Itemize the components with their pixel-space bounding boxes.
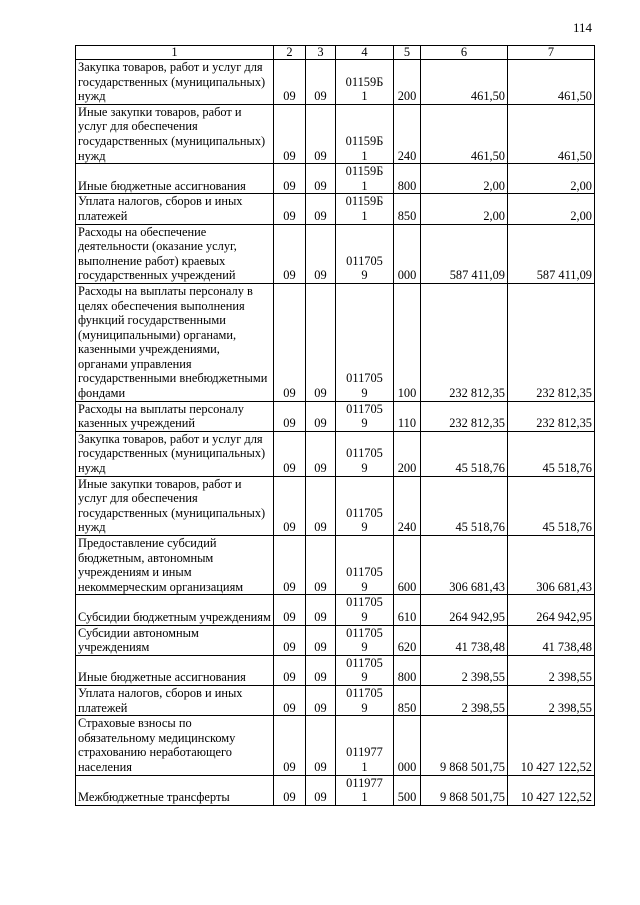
amount-col7-cell: 2,00 (508, 194, 595, 224)
subsection-code-cell: 09 (306, 595, 336, 625)
expense-name-cell: Иные бюджетные ассигнования (76, 164, 274, 194)
amount-col7-cell: 461,50 (508, 60, 595, 105)
amount-col7-cell: 587 411,09 (508, 224, 595, 283)
amount-col7-cell: 264 942,95 (508, 595, 595, 625)
amount-col6-cell: 9 868 501,75 (421, 775, 508, 805)
header-cell: 3 (306, 46, 336, 60)
target-article-cell (336, 194, 394, 224)
expense-name-cell: Субсидии бюджетным учреждениям (76, 595, 274, 625)
expense-name-cell: Иные бюджетные ассигнования (76, 655, 274, 685)
target-article-line-1: 011705 (346, 371, 383, 386)
expense-name-cell: Межбюджетные трансферты (76, 775, 274, 805)
amount-col7-cell: 45 518,76 (508, 431, 595, 476)
table-row (76, 685, 595, 715)
table-row (76, 431, 595, 476)
section-code-cell: 09 (274, 104, 306, 163)
expense-name-cell: Страховые взносы по обязательному медицинскому страхованию неработающего населения (76, 716, 274, 775)
subsection-code-cell: 09 (306, 60, 336, 105)
section-code-cell: 09 (274, 164, 306, 194)
target-article-line-2: 9 (361, 579, 368, 594)
table-row (76, 655, 595, 685)
target-article-cell (336, 595, 394, 625)
section-code-cell: 09 (274, 655, 306, 685)
subsection-code-cell: 09 (306, 104, 336, 163)
header-row (76, 46, 595, 60)
subsection-code-cell: 09 (306, 625, 336, 655)
target-article-line-2: 9 (361, 640, 368, 655)
target-article-line-2: 9 (361, 670, 368, 685)
target-article-line-1: 011705 (346, 685, 383, 700)
table-row (76, 536, 595, 595)
expense-name-cell: Субсидии автономным учреждениям (76, 625, 274, 655)
expense-type-cell: 200 (394, 60, 421, 105)
header-cell: 5 (394, 46, 421, 60)
amount-col7-cell: 41 738,48 (508, 625, 595, 655)
expense-name-cell: Расходы на обеспечение деятельности (оказание услуг, выполнение работ) краевых государственных учреждений (76, 224, 274, 283)
target-article-cell (336, 685, 394, 715)
subsection-code-cell: 09 (306, 164, 336, 194)
target-article-cell (336, 283, 394, 401)
table-row (76, 164, 595, 194)
amount-col7-cell: 2,00 (508, 164, 595, 194)
expense-type-cell: 600 (394, 536, 421, 595)
target-article-line-2: 9 (361, 520, 368, 535)
subsection-code-cell: 09 (306, 401, 336, 431)
section-code-cell: 09 (274, 283, 306, 401)
table-row (76, 104, 595, 163)
subsection-code-cell: 09 (306, 775, 336, 805)
page-number: 114 (572, 20, 592, 35)
expense-type-cell: 500 (394, 775, 421, 805)
target-article-cell (336, 401, 394, 431)
target-article-line-2: 9 (361, 461, 368, 476)
target-article-line-1: 011705 (346, 401, 383, 416)
amount-col6-cell: 2 398,55 (421, 685, 508, 715)
section-code-cell: 09 (274, 194, 306, 224)
subsection-code-cell: 09 (306, 283, 336, 401)
target-article-line-1: 011705 (346, 446, 383, 461)
section-code-cell: 09 (274, 775, 306, 805)
amount-col7-cell: 461,50 (508, 104, 595, 163)
amount-col6-cell: 461,50 (421, 104, 508, 163)
amount-col6-cell: 9 868 501,75 (421, 716, 508, 775)
amount-col7-cell: 10 427 122,52 (508, 716, 595, 775)
target-article-cell (336, 716, 394, 775)
expense-type-cell: 110 (394, 401, 421, 431)
target-article-cell (336, 536, 394, 595)
subsection-code-cell: 09 (306, 431, 336, 476)
amount-col7-cell: 45 518,76 (508, 476, 595, 535)
section-code-cell: 09 (274, 716, 306, 775)
expense-name-cell: Уплата налогов, сборов и иных платежей (76, 685, 274, 715)
target-article-line-1: 011705 (346, 253, 383, 268)
subsection-code-cell: 09 (306, 536, 336, 595)
target-article-cell (336, 164, 394, 194)
target-article-cell (336, 431, 394, 476)
target-article-line-1: 011705 (346, 655, 383, 670)
target-article-line-1: 011705 (346, 505, 383, 520)
section-code-cell: 09 (274, 685, 306, 715)
target-article-line-1: 011977 (346, 745, 383, 760)
subsection-code-cell: 09 (306, 224, 336, 283)
expense-name-cell: Расходы на выплаты персоналу казенных учреждений (76, 401, 274, 431)
amount-col7-cell: 2 398,55 (508, 685, 595, 715)
expense-type-cell: 800 (394, 164, 421, 194)
section-code-cell: 09 (274, 625, 306, 655)
target-article-line-2: 1 (361, 759, 368, 774)
target-article-line-2: 9 (361, 609, 368, 624)
amount-col6-cell: 232 812,35 (421, 401, 508, 431)
expense-type-cell: 620 (394, 625, 421, 655)
budget-table (75, 45, 595, 806)
amount-col6-cell: 45 518,76 (421, 476, 508, 535)
target-article-cell (336, 655, 394, 685)
expense-type-cell: 000 (394, 224, 421, 283)
target-article-line-2: 9 (361, 700, 368, 715)
amount-col7-cell: 306 681,43 (508, 536, 595, 595)
section-code-cell: 09 (274, 476, 306, 535)
target-article-cell (336, 476, 394, 535)
expense-type-cell: 240 (394, 476, 421, 535)
target-article-line-1: 01159Б (345, 194, 384, 209)
amount-col7-cell: 10 427 122,52 (508, 775, 595, 805)
amount-col6-cell: 264 942,95 (421, 595, 508, 625)
target-article-cell (336, 625, 394, 655)
amount-col6-cell: 306 681,43 (421, 536, 508, 595)
section-code-cell: 09 (274, 224, 306, 283)
expense-type-cell: 610 (394, 595, 421, 625)
expense-name-cell: Предоставление субсидий бюджетным, автономным учреждениям и иным некоммерческим организациям (76, 536, 274, 595)
target-article-line-2: 9 (361, 268, 368, 283)
section-code-cell: 09 (274, 536, 306, 595)
amount-col6-cell: 2,00 (421, 164, 508, 194)
target-article-line-2: 1 (361, 148, 368, 163)
expense-type-cell: 240 (394, 104, 421, 163)
amount-col7-cell: 232 812,35 (508, 283, 595, 401)
amount-col6-cell: 587 411,09 (421, 224, 508, 283)
target-article-line-1: 01159Б (345, 133, 384, 148)
subsection-code-cell: 09 (306, 716, 336, 775)
section-code-cell: 09 (274, 60, 306, 105)
table-row (76, 60, 595, 105)
subsection-code-cell: 09 (306, 685, 336, 715)
target-article-line-2: 1 (361, 790, 368, 805)
subsection-code-cell: 09 (306, 194, 336, 224)
expense-name-cell: Иные закупки товаров, работ и услуг для обеспечения государственных (муниципальных) нужд (76, 104, 274, 163)
target-article-cell (336, 224, 394, 283)
expense-name-cell: Расходы на выплаты персоналу в целях обеспечения выполнения функций государственными (муниципальными) органами, казенными учреждениями, органами управления государственными внебюджетными фондами (76, 283, 274, 401)
amount-col6-cell: 41 738,48 (421, 625, 508, 655)
amount-col6-cell: 2,00 (421, 194, 508, 224)
table-row (76, 716, 595, 775)
header-cell: 1 (76, 46, 274, 60)
header-cell: 6 (421, 46, 508, 60)
amount-col7-cell: 232 812,35 (508, 401, 595, 431)
expense-name-cell: Закупка товаров, работ и услуг для государственных (муниципальных) нужд (76, 431, 274, 476)
header-cell: 4 (336, 46, 394, 60)
expense-type-cell: 800 (394, 655, 421, 685)
target-article-line-2: 1 (361, 178, 368, 193)
target-article-line-1: 011977 (346, 775, 383, 790)
amount-col6-cell: 45 518,76 (421, 431, 508, 476)
table-row (76, 625, 595, 655)
target-article-cell (336, 775, 394, 805)
amount-col6-cell: 232 812,35 (421, 283, 508, 401)
amount-col6-cell: 461,50 (421, 60, 508, 105)
amount-col6-cell: 2 398,55 (421, 655, 508, 685)
table-row (76, 194, 595, 224)
target-article-line-1: 01159Б (345, 164, 384, 179)
expense-type-cell: 000 (394, 716, 421, 775)
subsection-code-cell: 09 (306, 476, 336, 535)
table-row (76, 476, 595, 535)
target-article-line-1: 011705 (346, 565, 383, 580)
section-code-cell: 09 (274, 595, 306, 625)
target-article-cell (336, 104, 394, 163)
table-row (76, 775, 595, 805)
expense-type-cell: 200 (394, 431, 421, 476)
table-row (76, 224, 595, 283)
target-article-cell (336, 60, 394, 105)
target-article-line-2: 1 (361, 89, 368, 104)
section-code-cell: 09 (274, 401, 306, 431)
subsection-code-cell: 09 (306, 655, 336, 685)
target-article-line-2: 9 (361, 386, 368, 401)
expense-name-cell: Иные закупки товаров, работ и услуг для обеспечения государственных (муниципальных) нужд (76, 476, 274, 535)
table-row (76, 283, 595, 401)
target-article-line-2: 9 (361, 416, 368, 431)
amount-col7-cell: 2 398,55 (508, 655, 595, 685)
table-row (76, 401, 595, 431)
target-article-line-1: 011705 (346, 595, 383, 610)
header-cell: 2 (274, 46, 306, 60)
section-code-cell: 09 (274, 431, 306, 476)
expense-name-cell: Уплата налогов, сборов и иных платежей (76, 194, 274, 224)
expense-type-cell: 850 (394, 685, 421, 715)
table-row (76, 595, 595, 625)
target-article-line-1: 01159Б (345, 74, 384, 89)
expense-type-cell: 100 (394, 283, 421, 401)
expense-type-cell: 850 (394, 194, 421, 224)
target-article-line-1: 011705 (346, 625, 383, 640)
expense-name-cell: Закупка товаров, работ и услуг для государственных (муниципальных) нужд (76, 60, 274, 105)
header-cell: 7 (508, 46, 595, 60)
target-article-line-2: 1 (361, 208, 368, 223)
